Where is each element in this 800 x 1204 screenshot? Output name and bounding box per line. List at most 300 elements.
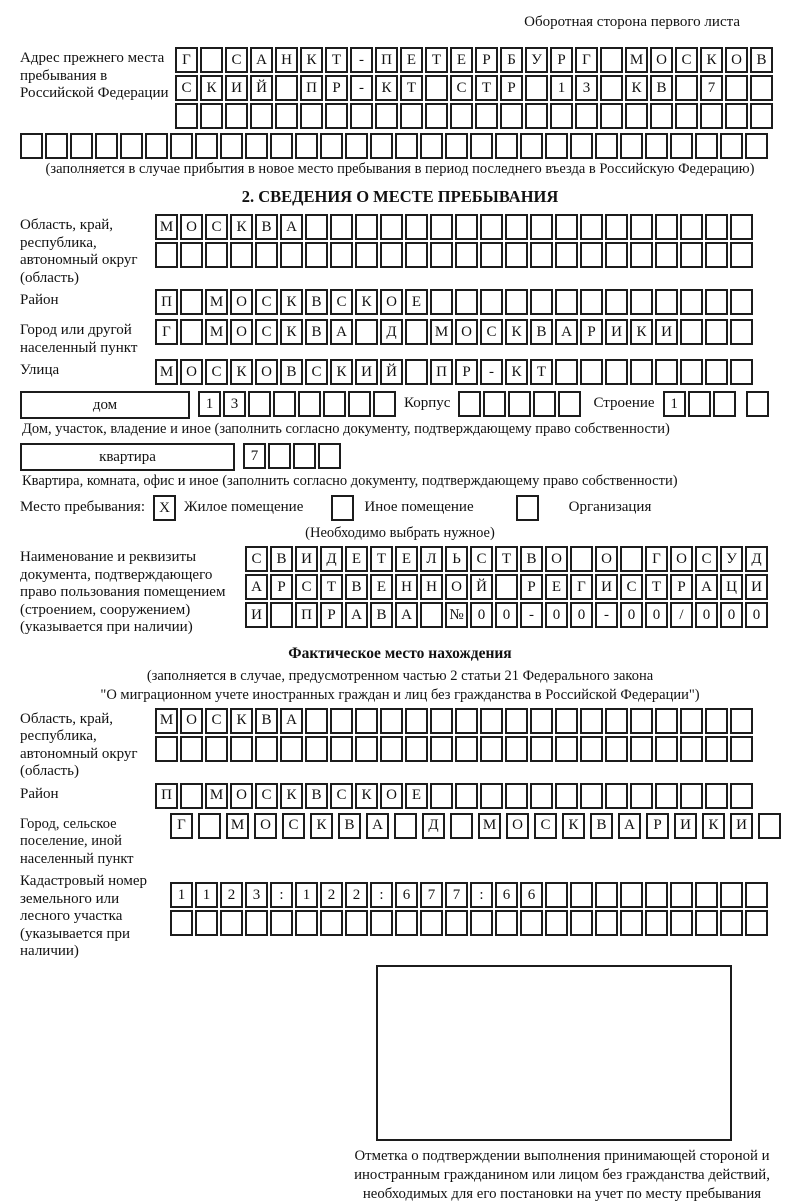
char-cell: Г [170,813,193,839]
char-cell: М [205,289,228,315]
kadastr-label: Кадастровый номер земельного или лесного участка (указывается при наличии) [20,873,147,959]
char-cell: А [280,214,303,240]
char-cell: Г [575,47,598,73]
char-cell [250,103,273,129]
char-cell: А [395,602,418,628]
char-cell [400,103,423,129]
char-cell: 7 [445,882,468,908]
char-cell [430,289,453,315]
char-cell: К [700,47,723,73]
char-cell [570,133,593,159]
char-cell: О [180,359,203,385]
char-cell: О [230,289,253,315]
char-cell: К [200,75,223,101]
char-cell: В [650,75,673,101]
char-cell [750,103,773,129]
char-cell: Й [380,359,403,385]
char-cell: С [205,359,228,385]
char-cell: Р [320,602,343,628]
char-cell: В [255,214,278,240]
char-cell [695,910,718,936]
char-cell: И [745,574,768,600]
char-cell [355,319,378,345]
raion-block [20,289,780,317]
oblast-cellrows [155,214,755,270]
char-cell [605,359,628,385]
char-cell [425,75,448,101]
char-cell [470,910,493,936]
char-cell [455,242,478,268]
char-cell [655,783,678,809]
char-cell [345,133,368,159]
cell-row [175,75,775,101]
char-cell: С [620,574,643,600]
char-cell: У [525,47,548,73]
char-cell [320,910,343,936]
cell-row [155,708,755,734]
char-cell [730,708,753,734]
char-cell: М [478,813,501,839]
char-cell: П [295,602,318,628]
char-cell [675,103,698,129]
cell-row [155,319,755,345]
char-cell: К [702,813,725,839]
char-cell [605,214,628,240]
char-cell [350,103,373,129]
char-cell [380,736,403,762]
char-cell: С [480,319,503,345]
char-cell [555,289,578,315]
char-cell [200,103,223,129]
char-cell [420,602,443,628]
char-cell [445,133,468,159]
char-cell: С [305,359,328,385]
char-cell [655,289,678,315]
char-cell: В [305,319,328,345]
char-cell [720,882,743,908]
char-cell [705,783,728,809]
char-cell: М [625,47,648,73]
char-cell [275,75,298,101]
char-cell: К [630,319,653,345]
doc-block [20,546,780,637]
char-cell: 0 [495,602,518,628]
char-cell: К [280,783,303,809]
char-cell: Е [395,546,418,572]
char-cell [730,359,753,385]
char-cell [175,103,198,129]
char-cell: О [180,214,203,240]
char-cell: Ь [445,546,468,572]
char-cell [580,359,603,385]
char-cell [230,242,253,268]
char-cell [270,602,293,628]
fact-gorod-label: Город, сельское поселение, иной населенный пункт [20,815,134,867]
raion-label: Район [20,292,59,308]
char-cell [430,736,453,762]
char-cell [505,736,528,762]
dom-cells [198,391,398,417]
char-cell [530,214,553,240]
char-cell [558,391,581,417]
cell-row [155,736,755,762]
char-cell: К [310,813,333,839]
char-cell [745,882,768,908]
char-cell: В [270,546,293,572]
fact-oblast-cellrows [155,708,755,764]
char-cell [318,443,341,469]
cell-row [245,546,770,572]
char-cell: А [245,574,268,600]
char-cell [345,910,368,936]
char-cell: С [450,75,473,101]
char-cell [670,910,693,936]
prev-address-block [20,47,780,131]
char-cell: А [330,319,353,345]
char-cell: П [430,359,453,385]
char-cell [530,289,553,315]
cell-row [245,602,770,628]
mesto-subnote: (Необходимо выбрать нужное) [305,525,495,541]
char-cell [730,242,753,268]
char-cell [155,242,178,268]
char-cell: / [670,602,693,628]
char-cell [580,708,603,734]
char-cell [655,242,678,268]
char-cell [545,133,568,159]
kvartira-row [20,443,780,471]
char-cell [725,75,748,101]
cell-row [155,289,755,315]
char-cell: К [230,214,253,240]
char-cell [650,103,673,129]
char-cell [380,708,403,734]
char-cell [620,546,643,572]
char-cell: К [562,813,585,839]
char-cell: Т [495,546,518,572]
char-cell [545,910,568,936]
fact-title: Фактическое место нахождения [288,644,512,662]
char-cell [348,391,371,417]
char-cell: 1 [550,75,573,101]
char-cell: 0 [720,602,743,628]
char-cell [405,708,428,734]
char-cell: 7 [243,443,266,469]
char-cell [630,359,653,385]
char-cell [555,214,578,240]
char-cell [730,319,753,345]
char-cell: А [280,708,303,734]
char-cell [655,708,678,734]
char-cell [405,242,428,268]
prev-address-fullwidth-row [20,133,780,159]
checkbox-zhiloe [153,495,178,521]
char-cell [370,133,393,159]
char-cell: Ц [720,574,743,600]
char-cell: В [305,783,328,809]
char-cell: Т [320,574,343,600]
char-cell: М [226,813,249,839]
char-cell [505,214,528,240]
char-cell [730,736,753,762]
char-cell [570,910,593,936]
char-cell: В [345,574,368,600]
char-cell: Е [450,47,473,73]
char-cell: - [520,602,543,628]
mesto-label: Место пребывания: [20,499,145,515]
char-cell [508,391,531,417]
doc-cellrows [245,546,770,630]
oblast-block [20,214,780,287]
char-cell [470,133,493,159]
char-cell [570,546,593,572]
char-cell [180,736,203,762]
char-cell [275,103,298,129]
korpus-label: Корпус [404,395,451,411]
char-cell [555,242,578,268]
char-cell: Т [425,47,448,73]
char-cell [605,708,628,734]
char-cell [480,708,503,734]
char-cell: О [650,47,673,73]
char-cell [405,736,428,762]
char-cell: Д [745,546,768,572]
char-cell [655,214,678,240]
stamp-caption: Отметка о подтверждении выполнения принимающей стороной и иностранным гражданином или лицом без гражданства действий, необходимых для его постановки на учет по месту пребывания [354,1147,770,1202]
char-cell [480,783,503,809]
char-cell: - [350,47,373,73]
char-cell: П [155,783,178,809]
char-cell [270,910,293,936]
char-cell: С [330,289,353,315]
char-cell: Г [175,47,198,73]
char-cell [195,133,218,159]
char-cell: А [366,813,389,839]
char-cell [705,359,728,385]
char-cell: Т [475,75,498,101]
char-cell: О [506,813,529,839]
char-cell: А [250,47,273,73]
doc-label: Наименование и реквизиты документа, подтверждающего право пользования помещением (строением, сооружением) (указывается при наличии) [20,549,226,635]
char-cell: Д [320,546,343,572]
kadastr-cellrows [170,870,770,938]
char-cell: А [618,813,641,839]
fact-oblast-block [20,708,780,781]
char-cell: Г [155,319,178,345]
char-cell [555,783,578,809]
char-cell [530,736,553,762]
cell-row [170,813,786,839]
char-cell: Н [275,47,298,73]
char-cell [580,783,603,809]
char-cell: Е [405,783,428,809]
char-cell: С [205,708,228,734]
char-cell [758,813,781,839]
char-cell: 6 [395,882,418,908]
fact-note-line1: (заполняется в случае, предусмотренном частью 2 статьи 21 Федерального закона [146,667,654,684]
char-cell: Л [420,546,443,572]
char-cell [705,708,728,734]
char-cell [380,242,403,268]
confirmation-stamp-box [376,965,732,1141]
char-cell: О [595,546,618,572]
char-cell [520,133,543,159]
char-cell [645,133,668,159]
char-cell [200,47,223,73]
char-cell [500,103,523,129]
char-cell [455,708,478,734]
opt-org-label: Организация [568,499,652,515]
char-cell [525,103,548,129]
char-cell [225,103,248,129]
char-cell: К [230,359,253,385]
char-cell: 0 [570,602,593,628]
char-cell: № [445,602,468,628]
prev-address-cellrows [175,47,775,131]
char-cell [600,103,623,129]
char-cell [420,910,443,936]
char-cell [505,783,528,809]
char-cell: Е [345,546,368,572]
char-cell [555,359,578,385]
char-cell [295,133,318,159]
char-cell [405,319,428,345]
cell-row [175,47,775,73]
char-cell: 7 [700,75,723,101]
char-cell [545,882,568,908]
char-cell: Н [395,574,418,600]
char-cell: О [380,783,403,809]
char-cell [245,910,268,936]
char-cell: 1 [663,391,686,417]
char-cell: Т [370,546,393,572]
char-cell [280,242,303,268]
char-cell: Д [380,319,403,345]
char-cell: И [605,319,628,345]
char-cell: Й [250,75,273,101]
char-cell [705,289,728,315]
char-cell [373,391,396,417]
char-cell: Е [405,289,428,315]
char-cell: М [205,319,228,345]
char-cell [180,242,203,268]
char-cell: К [355,783,378,809]
char-cell: И [595,574,618,600]
opt-zhiloe-label: Жилое помещение [184,499,304,515]
char-cell: 0 [470,602,493,628]
char-cell: А [345,602,368,628]
char-cell [645,910,668,936]
char-cell: Т [645,574,668,600]
char-cell [268,443,291,469]
char-cell: С [282,813,305,839]
char-cell [170,133,193,159]
char-cell [405,214,428,240]
char-cell: С [225,47,248,73]
checkbox-inoe [331,495,356,521]
char-cell: К [375,75,398,101]
char-cell [580,214,603,240]
char-cell [395,910,418,936]
char-cell [555,736,578,762]
char-cell: : [370,882,393,908]
char-cell [645,882,668,908]
char-cell: К [625,75,648,101]
char-cell: К [280,289,303,315]
char-cell [605,242,628,268]
char-cell: Р [670,574,693,600]
char-cell [430,708,453,734]
char-cell [705,736,728,762]
char-cell [455,214,478,240]
ulitsa-block [20,359,780,387]
char-cell [205,242,228,268]
char-cell [430,214,453,240]
char-cell: С [295,574,318,600]
char-cell [688,391,711,417]
char-cell: 6 [520,882,543,908]
char-cell [273,391,296,417]
char-cell [580,242,603,268]
char-cell [483,391,506,417]
char-cell: К [300,47,323,73]
char-cell: К [505,319,528,345]
char-cell: С [255,289,278,315]
char-cell [630,242,653,268]
char-cell [555,708,578,734]
char-cell: П [155,289,178,315]
char-cell [455,736,478,762]
char-cell: - [595,602,618,628]
char-cell: М [430,319,453,345]
char-cell: И [655,319,678,345]
mesto-row [20,495,780,523]
char-cell: Р [646,813,669,839]
fact-note-line2: "О миграционном учете иностранных граждан и лиц без гражданства в Российской Федерации") [100,686,700,703]
char-cell: Н [420,574,443,600]
kvartira-box: квартира [20,443,235,471]
char-cell: : [470,882,493,908]
char-cell [325,103,348,129]
char-cell: О [230,319,253,345]
char-cell: М [155,359,178,385]
fact-raion-block [20,783,780,811]
stroenie-cells [663,391,738,417]
char-cell: К [330,359,353,385]
char-cell: Р [475,47,498,73]
char-cell: В [530,319,553,345]
fact-oblast-label: Область, край, республика, автономный округ (область) [20,710,138,779]
char-cell: И [730,813,753,839]
char-cell [293,443,316,469]
char-cell [120,133,143,159]
char-cell [625,103,648,129]
char-cell [248,391,271,417]
char-cell [705,319,728,345]
char-cell [323,391,346,417]
char-cell [245,133,268,159]
char-cell: Д [422,813,445,839]
char-cell [255,736,278,762]
char-cell: В [280,359,303,385]
char-cell: С [675,47,698,73]
char-cell [480,289,503,315]
char-cell [305,708,328,734]
char-cell: А [555,319,578,345]
char-cell [195,910,218,936]
char-cell [455,289,478,315]
char-cell [695,882,718,908]
